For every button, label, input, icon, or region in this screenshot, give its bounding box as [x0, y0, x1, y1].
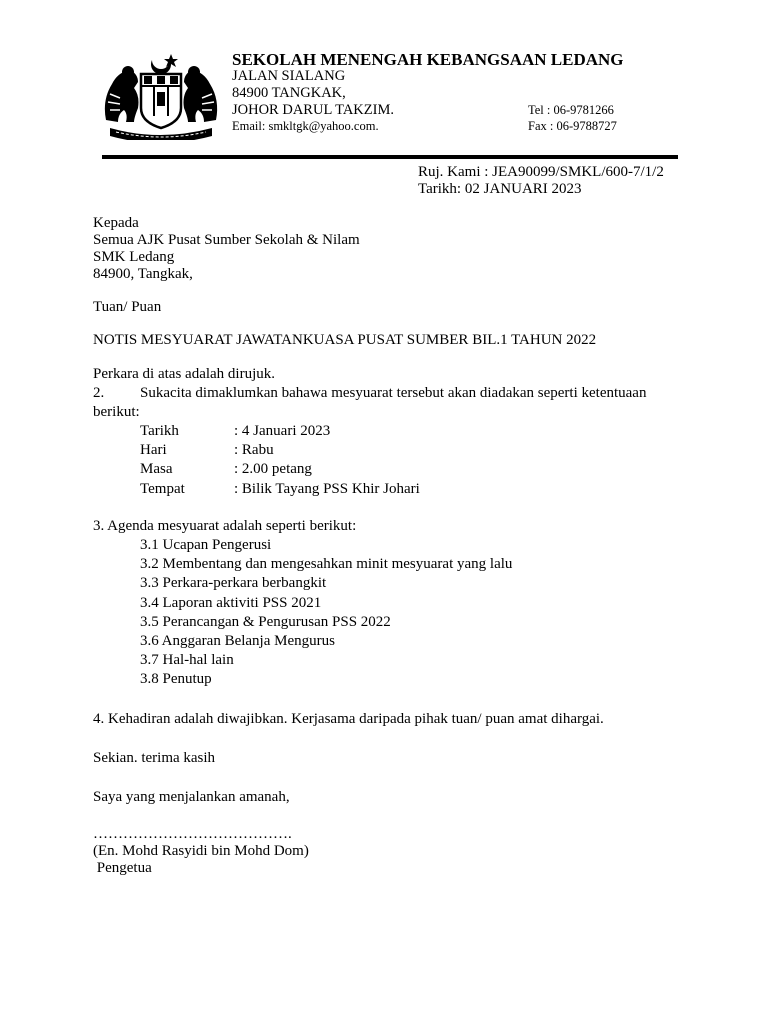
list-item: 3.2 Membentang dan mengesahkan minit mesyuarat yang lalu [140, 556, 513, 573]
list-item: 3.1 Ucapan Pengerusi [140, 537, 272, 553]
list-item: 3.6 Anggaran Belanja Mengurus [140, 632, 335, 649]
signoff: Saya yang menjalankan amanah, [93, 789, 290, 805]
reference-number: Ruj. Kami : JEA90099/SMKL/600-7/1/2 [418, 164, 664, 180]
list-item: 3.5 Perancangan & Pengurusan PSS 2022 [140, 613, 391, 630]
address-line-2: 84900 TANGKAK, [232, 85, 346, 101]
address-line-1: JALAN SIALANG [232, 68, 346, 84]
paragraph-1: Perkara di atas adalah dirujuk. [93, 366, 276, 382]
malaysia-coat-of-arms-icon [96, 50, 226, 140]
detail-key: Hari [140, 442, 167, 458]
signatory-name: (En. Mohd Rasyidi bin Mohd Dom) [93, 843, 309, 859]
detail-row-tempat [140, 480, 420, 499]
agenda-list [140, 536, 512, 690]
salutation: Tuan/ Puan [93, 299, 162, 315]
agenda-intro: 3. Agenda mesyuarat adalah seperti berikut: [93, 518, 357, 534]
letterhead-divider [102, 155, 678, 159]
list-item: 3.8 Penutup [140, 671, 212, 688]
detail-key: Masa [140, 461, 173, 477]
list-item: 3.3 Perkara-perkara berbangkit [140, 575, 327, 592]
detail-key: Tempat [140, 481, 185, 497]
detail-row-tarikh [140, 422, 330, 441]
detail-row-masa [140, 460, 312, 479]
closing: Sekian. terima kasih [93, 750, 216, 766]
recipient-kepada: Kepada [93, 215, 139, 231]
detail-row-hari [140, 441, 274, 460]
signatory-title: Pengetua [93, 860, 152, 876]
recipient-line-1: Semua AJK Pusat Sumber Sekolah & Nilam [93, 232, 360, 248]
fax: Fax : 06-9788727 [528, 119, 617, 133]
email: Email: smkltgk@yahoo.com. [232, 119, 379, 133]
detail-value: : Bilik Tayang PSS Khir Johari [234, 481, 420, 497]
list-item: 3.7 Hal-hal lain [140, 652, 234, 669]
detail-value: : 4 Januari 2023 [234, 423, 331, 439]
recipient-line-3: 84900, Tangkak, [93, 266, 193, 282]
paragraph-2-line-2: berikut: [93, 404, 140, 420]
paragraph-4: 4. Kehadiran adalah diwajibkan. Kerjasama daripada pihak tuan/ puan amat dihargai. [93, 711, 604, 727]
letter-date: Tarikh: 02 JANUARI 2023 [418, 181, 582, 197]
detail-value: : Rabu [234, 442, 274, 458]
recipient-line-2: SMK Ledang [93, 249, 175, 265]
detail-key: Tarikh [140, 423, 179, 439]
subject: NOTIS MESYUARAT JAWATANKUASA PUSAT SUMBER BIL.1 TAHUN 2022 [93, 332, 597, 348]
paragraph-2-number: 2. [93, 385, 105, 401]
address-line-3: JOHOR DARUL TAKZIM. [232, 102, 394, 118]
telephone: Tel : 06-9781266 [528, 103, 614, 117]
list-item: 3.4 Laporan aktiviti PSS 2021 [140, 594, 322, 611]
signature-line: …………………………………. [93, 826, 292, 842]
detail-value: : 2.00 petang [234, 461, 312, 477]
paragraph-2-line-1: Sukacita dimaklumkan bahawa mesyuarat tersebut akan diadakan seperti ketentuaan [140, 385, 647, 401]
school-name: SEKOLAH MENENGAH KEBANGSAAN LEDANG [232, 50, 624, 69]
